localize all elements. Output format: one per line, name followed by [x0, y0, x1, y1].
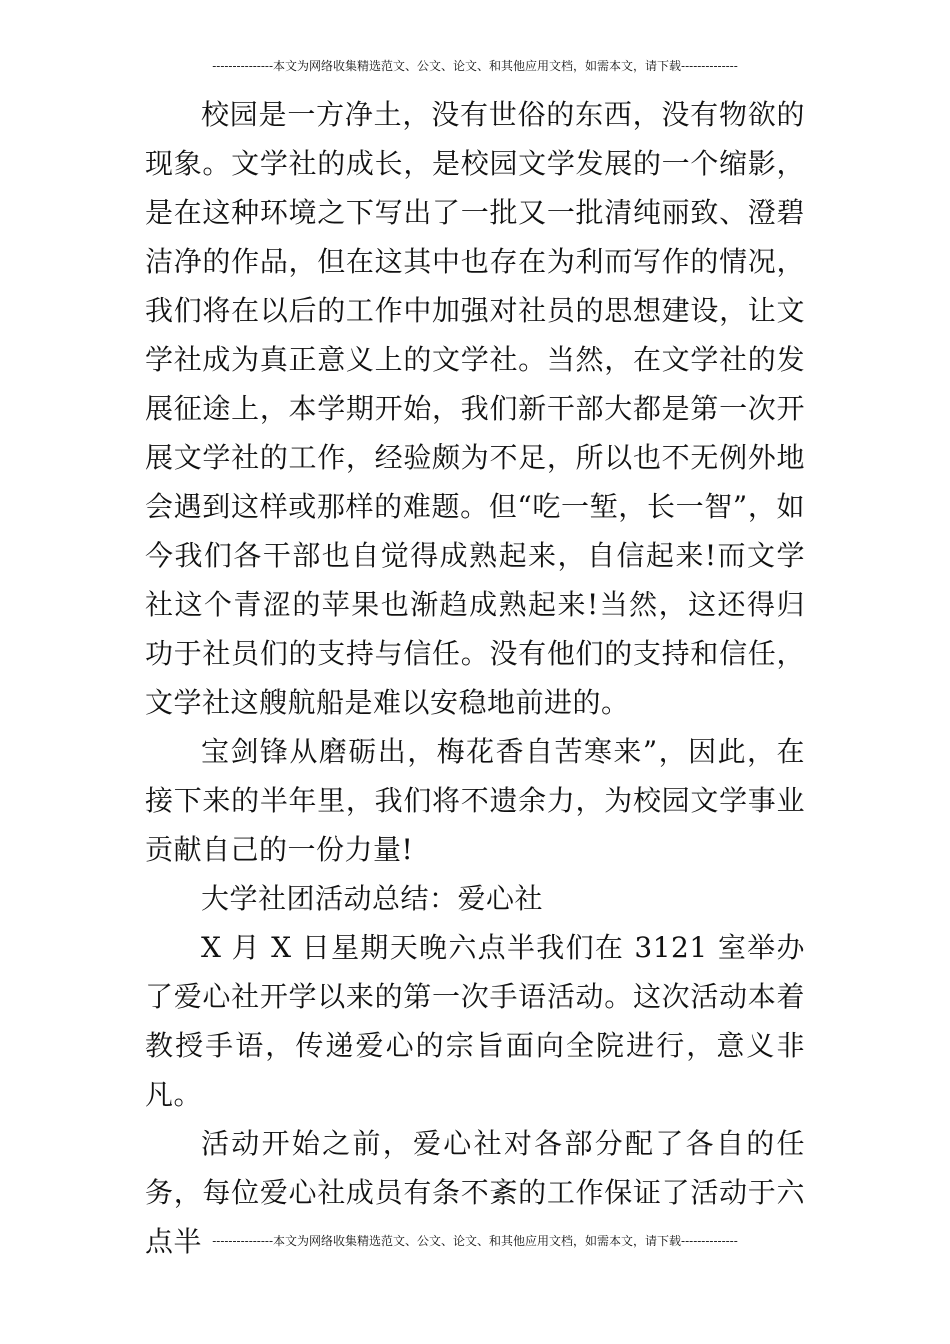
document-body — [145, 90, 805, 1266]
paragraph-event-preparation: 活动开始之前，爱心社对各部分配了各自的任务，每位爱心社成员有条不紊的工作保证了活动于六点半 — [145, 1127, 805, 1258]
header-banner: ---------------本文为网络收集精选范文、公文、论文、和其他应用文档，如需本文，请下载-------------- — [212, 59, 738, 73]
section-heading-love-society: 大学社团活动总结：爱心社 — [201, 882, 544, 915]
footer-banner: ---------------本文为网络收集精选范文、公文、论文、和其他应用文档，如需本文，请下载-------------- — [212, 1234, 738, 1248]
paragraph-literary-society-growth: 校园是一方净土，没有世俗的东西，没有物欲的现象。文学社的成长，是校园文学发展的一个缩影，是在这种环境之下写出了一批又一批清纯丽致、澄碧洁净的作品，但在这其中也存在为利而写作的情况，我们将在以后的工作中加强对社员的思想建设，让文学社成为真正意义上的文学社。当然，在文学社的发展征途上，本学期开始，我们新干部大都是第一次开展文学社的工作，经验颇为不足，所以也不无例外地会遇到这样或那样的难题。但“吃一堑，长一智”，如今我们各干部也自觉得成熟起来，自信起来!而文学社这个青涩的苹果也渐趋成熟起来!当然，这还得归功于社员们的支持与信任。没有他们的支持和信任，文学社这艘航船是难以安稳地前进的。 — [145, 98, 805, 719]
paragraph-closing-quote: 宝剑锋从磨砺出，梅花香自苦寒来”，因此，在接下来的半年里，我们将不遗余力，为校园文学事业贡献自己的一份力量! — [145, 735, 805, 866]
paragraph-sign-language-event: X 月 X 日星期天晚六点半我们在 3121 室举办了爱心社开学以来的第一次手语活动。这次活动本着教授手语，传递爱心的宗旨面向全院进行，意义非凡。 — [145, 931, 805, 1111]
